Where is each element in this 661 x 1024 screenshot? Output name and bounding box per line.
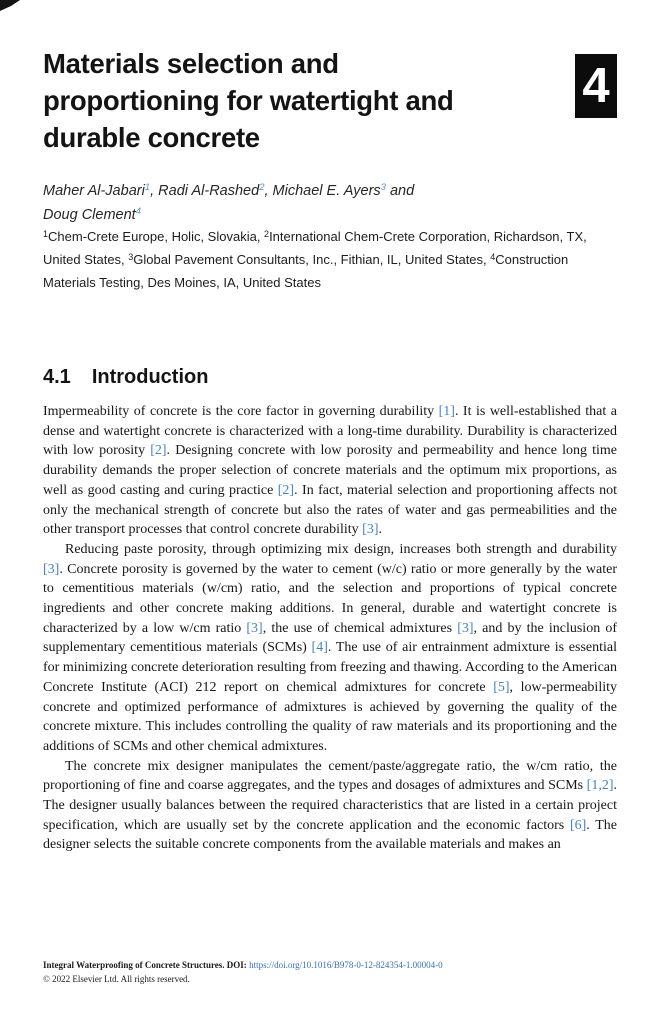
citation-link[interactable]: [1,2]	[586, 778, 614, 794]
affiliation-number: 1	[43, 228, 49, 239]
chapter-number: 4	[582, 58, 610, 113]
text-segment: . The designer usually balances between the required characteristics that are listed in a certain project specification, which are usually set by the concrete application and the economic factors	[43, 778, 617, 833]
text-segment: The concrete mix designer manipulates the cement/paste/aggregate ratio, the w/cm ratio, the proportioning of fine and coarse aggregates, and the types and dosages of admixtures and SCMs	[43, 758, 617, 794]
text-segment: , and by the inclusion of supplementary cementitious materials (SCMs)	[43, 620, 617, 656]
affiliation-list	[43, 226, 619, 293]
footer-doi-line	[43, 959, 633, 973]
body-paragraph	[43, 402, 617, 540]
body-paragraph	[43, 757, 617, 856]
text-segment: , the use of chemical admixtures	[262, 620, 458, 636]
citation-link[interactable]: [2]	[277, 482, 295, 498]
section-heading	[43, 365, 208, 389]
chapter-number-box	[575, 54, 617, 118]
text-segment: Construction Materials Testing, Des Moines, IA, United States	[43, 252, 569, 290]
footer-copyright: © 2022 Elsevier Ltd. All rights reserved.	[43, 973, 190, 984]
text-line	[43, 180, 603, 204]
text-line: proportioning for watertight and	[43, 85, 454, 116]
citation-link[interactable]: [4]	[311, 640, 328, 656]
chapter-title	[43, 45, 568, 156]
text-segment: Impermeability of concrete is the core factor in governing durability	[43, 404, 439, 419]
citation-link[interactable]: [3]	[362, 522, 379, 538]
body-paragraph	[43, 540, 617, 757]
text-segment: . It is well-established that a dense and watertight concrete is characterized with a long-time durability. Durability is characterized with low porosity	[43, 404, 617, 459]
affiliation-number: 3	[128, 251, 134, 262]
doi-link[interactable]: https://doi.org/10.1016/B978-0-12-824354-1.00004-0	[249, 960, 443, 970]
text-segment: , Radi Al-Rashed	[150, 183, 260, 199]
author-affiliation-superscript: 4	[135, 206, 141, 217]
text-segment: Global Pavement Consultants, Inc., Fithian, IL, United States,	[133, 252, 491, 267]
text-segment: Chem-Crete Europe, Holic, Slovakia,	[48, 229, 265, 244]
text-segment: International Chem-Crete Corporation, Richardson, TX, United States,	[43, 229, 587, 267]
author-affiliation-superscript: 3	[380, 182, 386, 193]
author-affiliation-superscript: 2	[259, 182, 265, 193]
citation-link[interactable]: [3]	[43, 561, 60, 577]
text-segment: . Designing concrete with low porosity and permeability and hence long time durability demands the proper selection of concrete materials and the optimum mix proportions, as well as good casting and curing practice	[43, 443, 617, 498]
citation-link[interactable]: [1]	[438, 404, 455, 419]
author-affiliation-superscript: 1	[144, 182, 151, 193]
citation-link[interactable]: [6]	[569, 817, 587, 833]
citation-link[interactable]: [3]	[457, 620, 474, 636]
page-footer	[43, 959, 633, 986]
text-segment: . The designer selects the suitable concrete components from the available materials and makes an	[43, 817, 617, 853]
affiliation-number: 4	[490, 251, 496, 262]
citation-link[interactable]: [5]	[493, 679, 510, 695]
text-segment: Maher Al-Jabari	[43, 183, 145, 199]
text-segment: . Concrete porosity is governed by the water to cement (w/c) ratio or more generally by the water to cementitious materials (w/cm) ratio, and the selection and proportions of typical concrete ingredients and other concrete making additions. In general, durable and watertight concrete is characterized by a low w/cm ratio	[43, 561, 617, 636]
author-list	[43, 180, 603, 228]
text-line: Materials selection and	[43, 48, 339, 79]
section-number: 4.1	[43, 366, 71, 388]
text-segment: , Michael E. Ayers	[264, 183, 381, 199]
citation-link[interactable]: [3]	[246, 620, 263, 636]
text-segment: .	[378, 522, 382, 538]
text-segment: , low-permeability concrete and optimized performance of admixtures is achieved by governing the quality of the concrete mixture. This includes controlling the quality of raw materials and its proportioning and the additions of SCMs and other chemical admixtures.	[43, 679, 617, 754]
footer-book-title: Integral Waterproofing of Concrete Structures. DOI:	[43, 960, 250, 970]
text-segment: Doug Clement	[43, 207, 136, 223]
text-segment: . In fact, material selection and proportioning affects not only the mechanical strength of concrete but also the rates of water and gas permeabilities and the other transport processes that control concrete durability	[43, 482, 617, 538]
text-segment: and	[385, 183, 415, 199]
text-line	[43, 204, 603, 228]
citation-link[interactable]: [2]	[150, 443, 167, 459]
body-text	[43, 402, 617, 855]
affiliation-number: 2	[264, 228, 270, 239]
text-segment: Reducing paste porosity, through optimizing mix design, increases both strength and durability	[65, 541, 617, 557]
scan-artifact	[0, 0, 20, 11]
text-segment: . The use of air entrainment admixture is essential for minimizing concrete deterioration resulting from freezing and thawing. According to the American Concrete Institute (ACI) 212 report on chemical admixtures for concrete	[43, 640, 617, 695]
section-title: Introduction	[91, 366, 209, 388]
text-line: durable concrete	[43, 122, 260, 153]
